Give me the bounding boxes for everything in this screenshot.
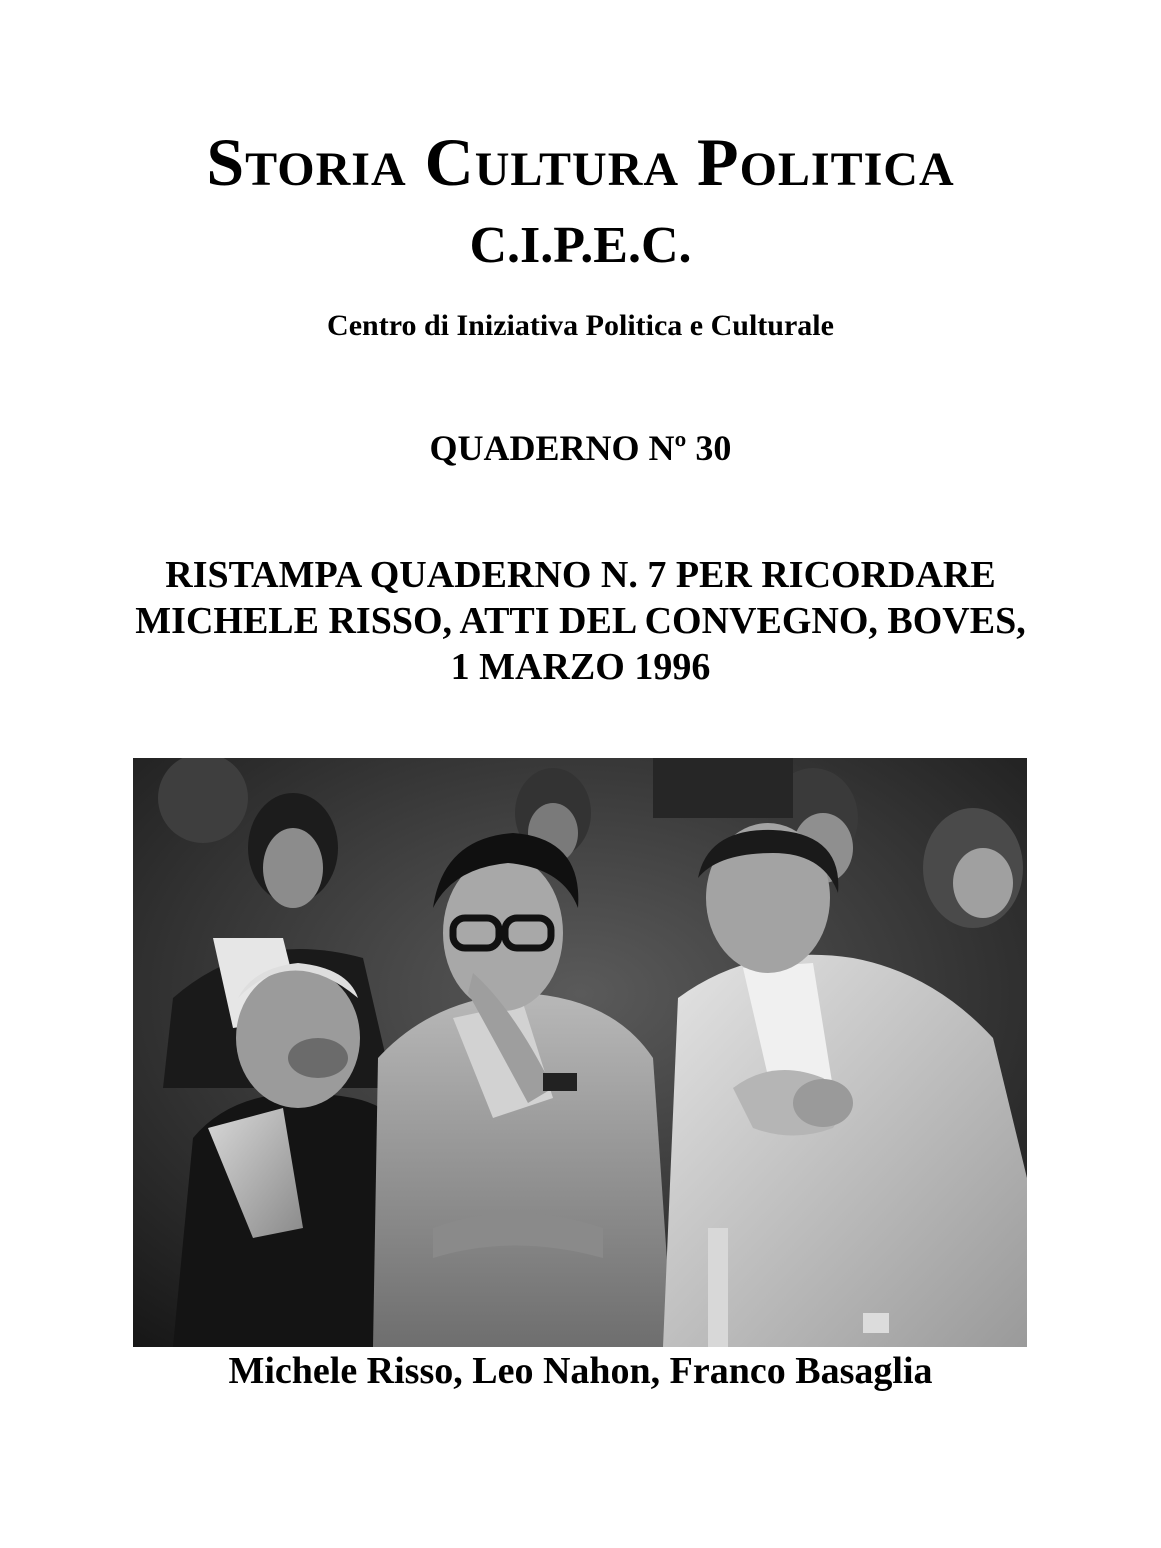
headline-line: MICHELE RISSO, ATTI DEL CONVEGNO, BOVES,: [135, 600, 1026, 642]
organization-acronym: C.I.P.E.C.: [469, 217, 692, 274]
cover-photo: [133, 758, 1027, 1347]
headline-line: RISTAMPA QUADERNO N. 7 PER RICORDARE: [165, 554, 996, 596]
publication-title: Storia Cultura Politica: [206, 124, 955, 200]
headline-line: 1 MARZO 1996: [450, 646, 711, 688]
photo-caption: Michele Risso, Leo Nahon, Franco Basaglia: [228, 1350, 933, 1392]
issue-number: QUADERNO Nº 30: [429, 428, 732, 468]
photo-illustration: [133, 758, 1027, 1347]
headline: [60, 552, 1101, 690]
organization-full-name: Centro di Iniziativa Politica e Culturale: [327, 309, 834, 342]
